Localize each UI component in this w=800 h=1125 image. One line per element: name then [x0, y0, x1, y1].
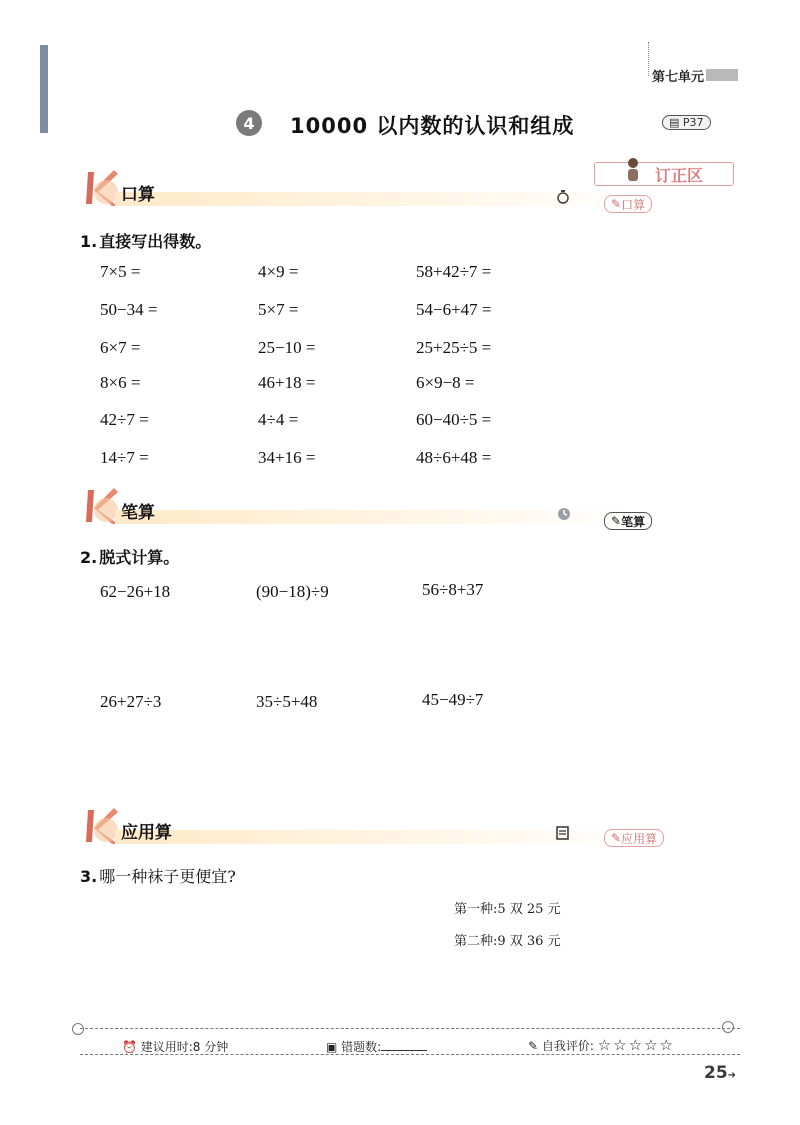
- tag-written: ✎ 笔算: [604, 512, 652, 530]
- error-count: ▣ 错题数:: [326, 1038, 427, 1055]
- question-2-title: 2. 脱式计算。: [80, 548, 180, 567]
- footer-knob-left: [72, 1023, 84, 1035]
- question-3-title: 3. 哪一种袜子更便宜?: [80, 867, 236, 886]
- oral-item: 48÷6+48 =: [416, 448, 492, 467]
- section-title: 应用算: [121, 823, 172, 843]
- pencil-icon: ✎: [611, 831, 622, 845]
- oral-item: 54−6+47 =: [416, 300, 492, 319]
- clock-icon: [557, 507, 571, 521]
- calc-item: (90−18)÷9: [256, 582, 329, 601]
- footer-divider-top: [80, 1028, 740, 1029]
- section-title: 口算: [121, 185, 155, 205]
- section-header-written: [75, 486, 575, 526]
- section-header-oral: [75, 168, 575, 208]
- oral-item: 46+18 =: [258, 373, 316, 392]
- suggested-time: ⏰ 建议用时:8 分钟: [122, 1040, 229, 1054]
- calc-item: 56÷8+37: [422, 580, 484, 599]
- arrow-icon: ➜: [727, 1070, 737, 1081]
- calc-item: 45−49÷7: [422, 690, 484, 709]
- oral-item: 5×7 =: [258, 300, 299, 319]
- rating-stars: ☆☆☆☆☆: [597, 1036, 675, 1054]
- oral-item: 6×9−8 =: [416, 373, 475, 392]
- calc-item: 26+27÷3: [100, 692, 162, 711]
- notepad-icon: [556, 826, 570, 840]
- question-1-title: 1. 直接写出得数。: [80, 232, 212, 251]
- unit-tab: [652, 66, 738, 84]
- student-icon: [625, 157, 641, 183]
- tag-applied: ✎ 应用算: [604, 829, 664, 847]
- pencil-icon: ✎: [611, 197, 622, 211]
- oral-item: 6×7 =: [100, 338, 141, 357]
- self-evaluation: ✎ 自我评价: ☆☆☆☆☆: [528, 1036, 675, 1054]
- margin-bar: [40, 45, 48, 133]
- oral-item: 8×6 =: [100, 373, 141, 392]
- calc-item: 62−26+18: [100, 582, 171, 601]
- unit-connector: [648, 42, 650, 76]
- footer-knob-right: [722, 1021, 734, 1033]
- lesson-title: 10000 以内数的认识和组成: [290, 114, 575, 138]
- pencil-box-icon: ✎: [528, 1039, 542, 1053]
- oral-item: 58+42÷7 =: [416, 262, 492, 281]
- oral-item: 25−10 =: [258, 338, 316, 357]
- oral-item: 4×9 =: [258, 262, 299, 281]
- sock-option: 第一种:5 双 25 元: [454, 902, 561, 917]
- oral-item: 42÷7 =: [100, 410, 149, 429]
- unit-tab-fill: [706, 69, 738, 81]
- oral-item: 50−34 =: [100, 300, 158, 319]
- footer-divider-bottom: [80, 1054, 740, 1055]
- pencil-icon: ✎: [611, 514, 622, 528]
- stopwatch-icon: [556, 190, 570, 204]
- oral-item: 34+16 =: [258, 448, 316, 467]
- oral-item: 7×5 =: [100, 262, 141, 281]
- page-number: 25➜: [704, 1063, 737, 1083]
- page-reference: ▤ P37: [662, 115, 711, 130]
- sock-option: 第二种:9 双 36 元: [454, 934, 561, 949]
- error-icon: ▣: [326, 1040, 342, 1054]
- lesson-number-badge: 4: [236, 110, 262, 136]
- section-header-applied: [75, 806, 575, 846]
- error-count-blank: [381, 1040, 427, 1051]
- tag-oral: ✎ 口算: [604, 195, 652, 213]
- unit-label: 第七单元: [652, 69, 705, 85]
- oral-item: 14÷7 =: [100, 448, 149, 467]
- calc-item: 35÷5+48: [256, 692, 318, 711]
- oral-item: 25+25÷5 =: [416, 338, 492, 357]
- alarm-clock-icon: ⏰: [122, 1040, 141, 1054]
- oral-item: 4÷4 =: [258, 410, 299, 429]
- book-icon: ▤: [669, 116, 683, 129]
- oral-item: 60−40÷5 =: [416, 410, 492, 429]
- section-title: 笔算: [121, 503, 155, 523]
- correction-area-label: 订正区: [594, 162, 734, 186]
